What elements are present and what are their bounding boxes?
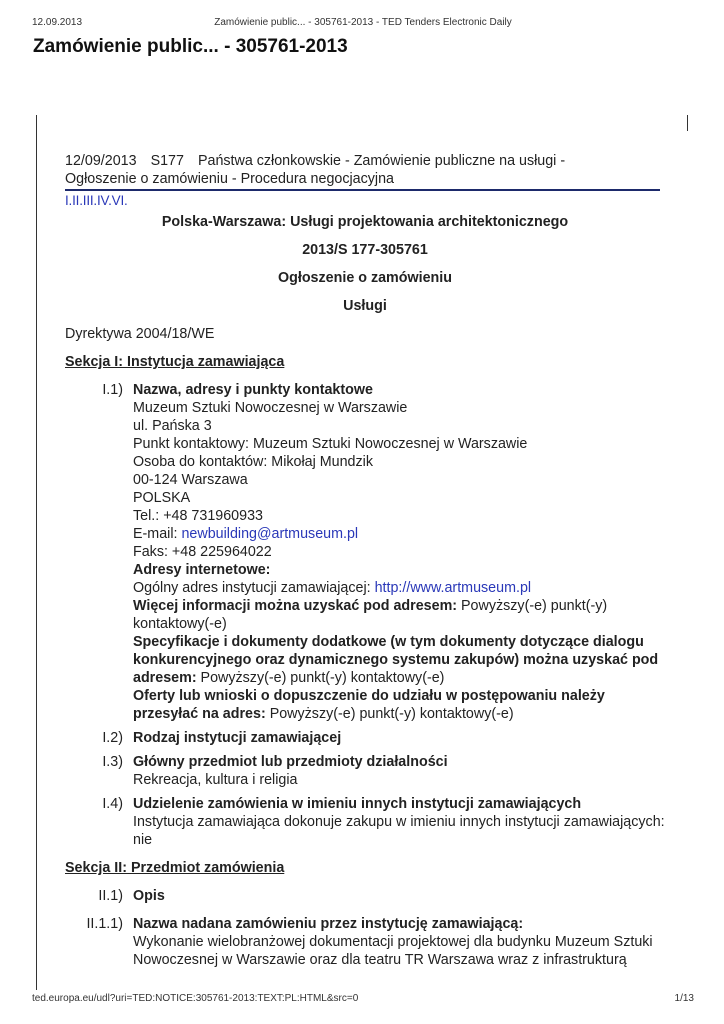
toc-link-iii[interactable]: III. [82,193,97,208]
notice-series: S177 [150,153,184,169]
section-number: I.4) [102,796,123,812]
org-name: Muzeum Sztuki Nowoczesnej w Warszawie [133,400,408,416]
frame-left-border [36,115,37,990]
section-ii1 [65,887,665,905]
section-1-title: Sekcja I: Instytucja zamawiająca [65,354,285,370]
notice-description-line2: Ogłoszenie o zamówieniu - Procedura negocjacyjna [65,171,395,187]
specs-row [133,633,665,687]
print-url: ted.europa.eu/udl?uri=TED:NOTICE:305761-2013:TEXT:PL:HTML&src=0 [32,993,359,1004]
notice-type: Ogłoszenie o zamówieniu [278,270,452,286]
section-i2 [65,729,665,747]
notice-date: 12/09/2013 [65,153,137,169]
more-info-label: Więcej informacji można uzyskać pod adresem: [133,598,458,614]
section-title: Rodzaj instytucji zamawiającej [133,730,342,746]
section-title: Główny przedmiot lub przedmioty działalności [133,754,448,770]
print-date: 12.09.2013 [32,17,83,28]
directive: Dyrektywa 2004/18/WE [65,326,215,342]
org-phone: Tel.: +48 731960933 [133,508,263,524]
toc-link-vi[interactable]: VI. [111,193,128,208]
section-i3 [65,753,665,789]
header-divider [65,189,660,191]
section-value: Rekreacja, kultura i religia [133,772,298,788]
section-title: Opis [133,888,165,904]
notice-number: 2013/S 177-305761 [302,242,428,258]
section-value: Wykonanie wielobranżowej dokumentacji projektowej dla budynku Muzeum Sztuki Nowoczesnej w Warszawie oraz dla teatru TR Warszawa wraz z infrastrukturą [133,934,653,968]
general-address-link[interactable]: http://www.artmuseum.pl [374,580,532,596]
section-title: Nazwa nadana zamówieniu przez instytucję zamawiającą: [133,916,524,932]
print-title: Zamówienie public... - 305761-2013 - TED Tenders Electronic Daily [214,17,512,28]
page-number: 1/13 [674,993,694,1004]
section-number: II.1) [98,888,123,904]
more-info-value: Powyższy(-e) punkt(-y) kontaktowy(-e) [133,598,608,632]
more-info-row [133,597,665,633]
section-number: I.1) [102,382,123,398]
section-number: II.1.1) [86,916,123,932]
section-i4 [65,795,665,849]
section-ii11 [65,915,665,969]
notice-subject: Polska-Warszawa: Usługi projektowania architektonicznego [161,214,569,230]
internet-addresses-title: Adresy internetowe: [133,562,271,578]
toc-link-i[interactable]: I. [65,193,73,208]
toc-link-iv[interactable]: IV. [96,193,112,208]
section-number: I.2) [102,730,123,746]
specs-value: Powyższy(-e) punkt(-y) kontaktowy(-e) [196,670,445,686]
print-footer [32,993,694,1007]
notice-content [65,152,665,969]
org-country: POLSKA [133,490,191,506]
section-i1 [65,381,665,723]
section-number: I.3) [102,754,123,770]
section-links [65,192,665,210]
offers-value: Powyższy(-e) punkt(-y) kontaktowy(-e) [265,706,514,722]
section-title: Nazwa, adresy i punkty kontaktowe [133,382,373,398]
page-title: Zamówienie public... - 305761-2013 [33,36,348,57]
section-title: Udzielenie zamówienia w imieniu innych instytucji zamawiających [133,796,582,812]
contact-person: Osoba do kontaktów: Mikołaj Mundzik [133,454,373,470]
email-link[interactable]: newbuilding@artmuseum.pl [181,526,359,542]
org-city: 00-124 Warszawa [133,472,248,488]
offers-label: Oferty lub wnioski o dopuszczenie do udziału w postępowaniu należy przesyłać na adres: [133,688,605,722]
notice-category: Usługi [343,298,387,314]
contact-point: Punkt kontaktowy: Muzeum Sztuki Nowoczesnej w Warszawie [133,436,528,452]
specs-label: Specyfikacje i dokumenty dodatkowe (w tym dokumenty dotyczące dialogu konkurencyjnego oraz dynamicznego systemu zakupów) można uzyskać pod adresem: [133,634,659,686]
org-street: ul. Pańska 3 [133,418,212,434]
toc-link-ii[interactable]: II. [72,193,83,208]
general-address-row [133,579,665,597]
general-address-label: Ogólny adres instytucji zamawiającej: [133,580,375,596]
email-label: E-mail: [133,526,182,542]
section-value: Instytucja zamawiająca dokonuje zakupu w imieniu innych instytucji zamawiających: nie [133,814,665,848]
org-email-row [133,525,665,543]
section-2-title: Sekcja II: Przedmiot zamówienia [65,860,285,876]
offers-row [133,687,665,723]
print-header [32,17,694,31]
frame-right-border [687,115,688,131]
notice-header [65,152,665,188]
notice-description-line1: Państwa członkowskie - Zamówienie publiczne na usługi - [197,153,566,169]
org-fax: Faks: +48 225964022 [133,544,272,560]
